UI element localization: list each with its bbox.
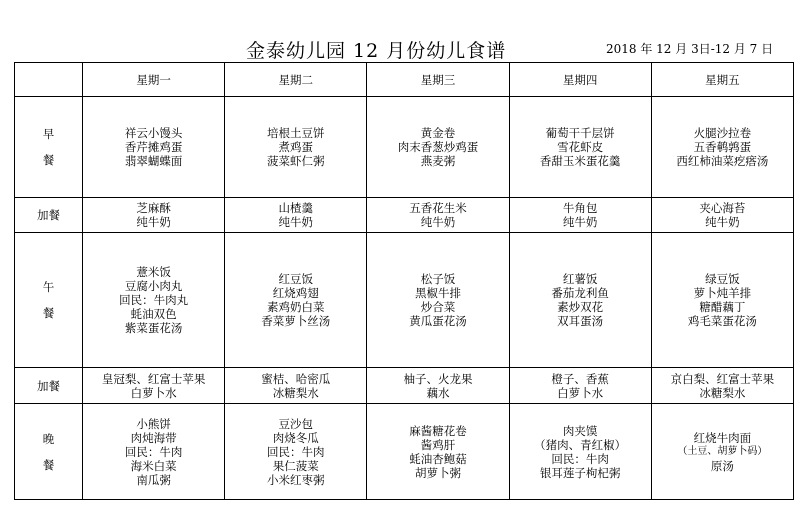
menu-cell: 红薯饭 番茄龙利鱼 素炒双花 双耳蛋汤 [509,233,651,368]
menu-cell: 葡萄干千层饼 雪花虾皮 香甜玉米蛋花羹 [509,97,651,198]
menu-cell: 皇冠梨、红富士苹果 白萝卜水 [83,368,225,404]
menu-cell: 山楂羹 纯牛奶 [225,198,367,233]
day-header: 星期四 [509,63,651,97]
menu-cell: 柚子、火龙果 藕水 [367,368,509,404]
menu-cell: 蜜桔、哈密瓜 冰糖梨水 [225,368,367,404]
header-row [15,63,794,97]
corner-cell [15,63,83,97]
menu-cell: 绿豆饭 萝卜炖羊排 糖醋藕丁 鸡毛菜蛋花汤 [651,233,793,368]
meal-label: 早 餐 [15,97,83,198]
menu-cell: 肉夹馍 （猪肉、青红椒） 回民：牛肉 银耳莲子枸杞粥 [509,404,651,500]
page-title: 金泰幼儿园 12 月份幼儿食谱 [246,40,507,62]
menu-cell: 红烧牛肉面 （土豆、胡萝卜码） 原汤 [651,404,793,500]
menu-cell: 豆沙包 肉烧冬瓜 回民：牛肉 果仁菠菜 小米红枣粥 [225,404,367,500]
menu-cell: 五香花生米 纯牛奶 [367,198,509,233]
day-header: 星期一 [83,63,225,97]
menu-cell: 红豆饭 红烧鸡翅 素鸡奶白菜 香菜萝卜丝汤 [225,233,367,368]
menu-cell: 火腿沙拉卷 五香鹌鹑蛋 西红柿油菜疙瘩汤 [651,97,793,198]
menu-cell: 京白梨、红富士苹果 冰糖梨水 [651,368,793,404]
meal-row-afternoon-snack [15,368,794,404]
menu-cell: 薏米饭 豆腐小肉丸 回民：牛肉丸 蚝油双色 紫菜蛋花汤 [83,233,225,368]
meal-label: 晚 餐 [15,404,83,500]
meal-label: 午 餐 [15,233,83,368]
menu-cell: 小熊饼 肉炖海带 回民：牛肉 海米白菜 南瓜粥 [83,404,225,500]
menu-cell: 芝麻酥 纯牛奶 [83,198,225,233]
day-header: 星期五 [651,63,793,97]
menu-cell: 麻酱糖花卷 酱鸡肝 蚝油杏鲍菇 胡萝卜粥 [367,404,509,500]
meal-row-breakfast [15,97,794,198]
menu-table [14,62,794,500]
day-header: 星期三 [367,63,509,97]
menu-cell: 夹心海苔 纯牛奶 [651,198,793,233]
date-range: 2018 年 12 月 3日-12 月 7 日 [606,42,774,56]
menu-cell: 松子饭 黑椒牛排 炒合菜 黄瓜蛋花汤 [367,233,509,368]
menu-cell: 祥云小馒头 香芹摊鸡蛋 翡翠蝴蝶面 [83,97,225,198]
meal-label: 加餐 [15,198,83,233]
meal-row-dinner [15,404,794,500]
menu-cell: 牛角包 纯牛奶 [509,198,651,233]
day-header: 星期二 [225,63,367,97]
menu-cell: 橙子、香蕉 白萝卜水 [509,368,651,404]
menu-cell: 黄金卷 肉末香葱炒鸡蛋 燕麦粥 [367,97,509,198]
meal-row-morning-snack [15,198,794,233]
meal-row-lunch [15,233,794,368]
menu-cell: 培根土豆饼 煮鸡蛋 菠菜虾仁粥 [225,97,367,198]
meal-label: 加餐 [15,368,83,404]
